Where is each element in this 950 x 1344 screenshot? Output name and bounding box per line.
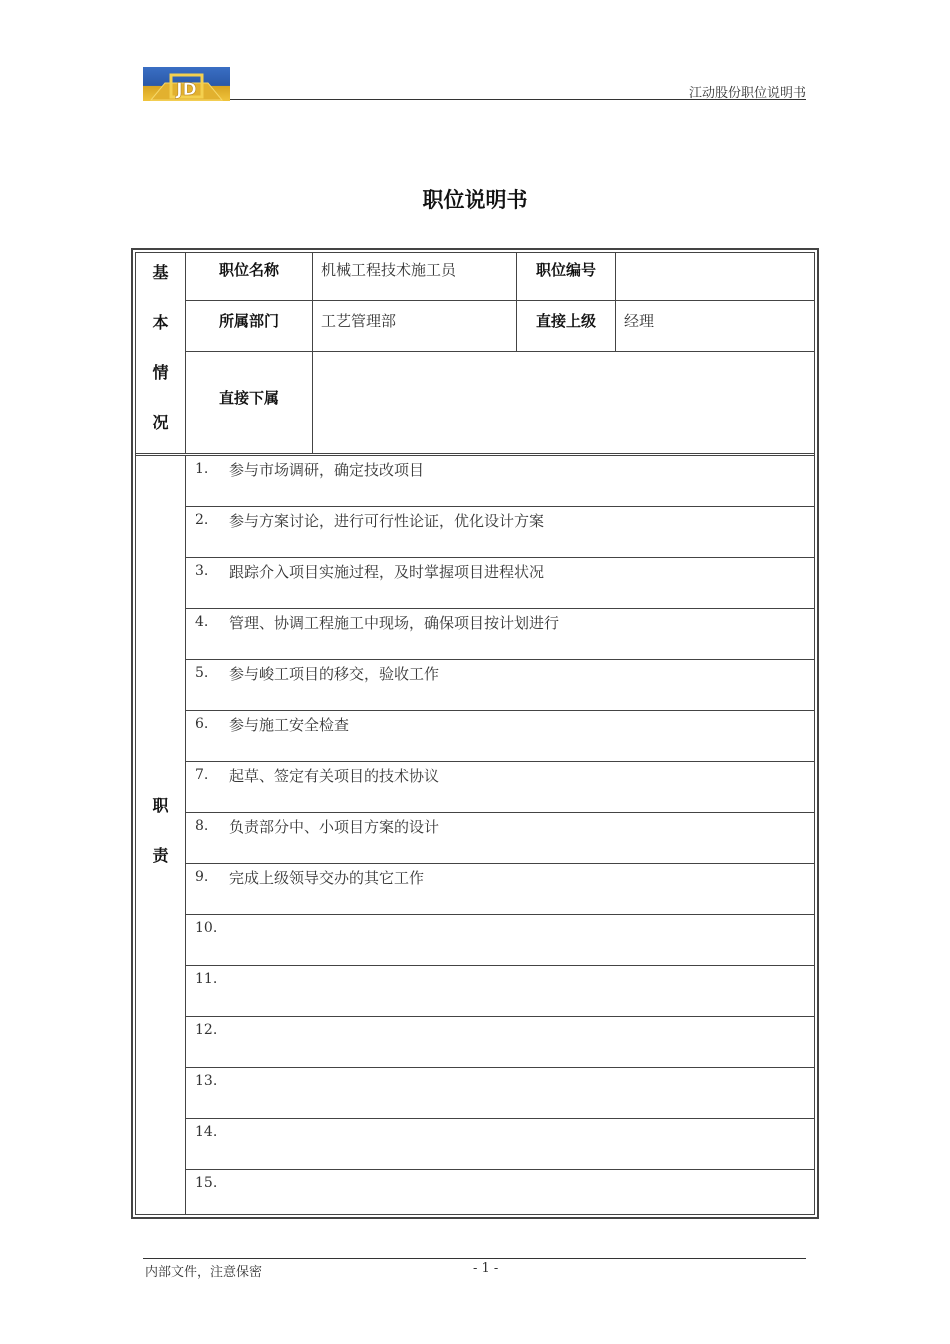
duty-number: 1. xyxy=(195,461,209,477)
duty-number: 9. xyxy=(195,869,209,885)
basic-section-label-2: 本 xyxy=(152,313,169,332)
duty-row xyxy=(186,507,814,558)
duty-text: 参与施工安全检查 xyxy=(229,716,350,734)
duty-text: 参与峻工项目的移交，验收工作 xyxy=(229,665,440,683)
duty-row xyxy=(186,966,814,1017)
position-code-label: 职位编号 xyxy=(516,253,615,301)
header-title: 江动股份职位说明书 xyxy=(688,86,806,101)
duties-section-label-2: 责 xyxy=(152,846,169,865)
job-description-form xyxy=(131,248,819,1219)
duty-number: 5. xyxy=(195,665,209,681)
duty-row xyxy=(186,813,814,864)
duty-number: 3. xyxy=(195,563,209,579)
duty-number: 10. xyxy=(195,920,218,936)
confidential-notice: 内部文件，注意保密 xyxy=(145,1265,263,1280)
duty-row xyxy=(186,762,814,813)
duty-number: 6. xyxy=(195,716,209,732)
duty-row xyxy=(186,864,814,915)
footer-divider xyxy=(143,1258,806,1259)
position-name-label: 职位名称 xyxy=(186,253,312,301)
duty-number: 2. xyxy=(195,512,209,528)
duty-number: 12. xyxy=(195,1022,218,1038)
duty-number: 7. xyxy=(195,767,209,783)
department-label: 所属部门 xyxy=(186,301,312,352)
duty-number: 8. xyxy=(195,818,209,834)
duty-row xyxy=(186,1170,814,1221)
duty-row xyxy=(186,456,814,507)
logo-emblem xyxy=(143,67,230,101)
company-logo xyxy=(143,67,230,101)
position-code-value xyxy=(615,253,815,301)
duty-row xyxy=(186,558,814,609)
duty-number: 14. xyxy=(195,1124,218,1140)
duty-text: 参与市场调研，确定技改项目 xyxy=(229,461,425,479)
duties-section-label-1: 职 xyxy=(152,796,169,815)
duty-row xyxy=(186,1017,814,1068)
duty-text: 起草、签定有关项目的技术协议 xyxy=(229,767,440,785)
responsibilities-section xyxy=(136,455,814,1214)
page-header xyxy=(143,66,806,102)
duty-number: 15. xyxy=(195,1175,218,1191)
basic-info-section xyxy=(136,253,814,454)
page-number: - 1 - xyxy=(473,1261,499,1276)
duty-row xyxy=(186,609,814,660)
basic-section-label-3: 情 xyxy=(152,363,169,382)
duty-number: 13. xyxy=(195,1073,218,1089)
document-title: 职位说明书 xyxy=(422,188,528,212)
duty-text: 跟踪介入项目实施过程，及时掌握项目进程状况 xyxy=(229,563,545,581)
superior-label: 直接上级 xyxy=(516,301,615,352)
duty-row xyxy=(186,660,814,711)
duty-row xyxy=(186,915,814,966)
logo-text: JD xyxy=(176,80,197,100)
duty-text: 参与方案讨论，进行可行性论证，优化设计方案 xyxy=(229,512,545,530)
duty-number: 4. xyxy=(195,614,209,630)
duty-text: 管理、协调工程施工中现场，确保项目按计划进行 xyxy=(229,614,560,632)
duty-row xyxy=(186,1119,814,1170)
page-footer xyxy=(143,1258,806,1282)
subordinate-label: 直接下属 xyxy=(218,389,279,407)
basic-section-label-1: 基 xyxy=(152,263,169,282)
duty-row xyxy=(186,711,814,762)
position-name-value: 机械工程技术施工员 xyxy=(312,253,516,301)
basic-section-label-4: 况 xyxy=(152,413,169,432)
duty-text: 完成上级领导交办的其它工作 xyxy=(229,869,425,887)
duty-text: 负责部分中、小项目方案的设计 xyxy=(229,818,440,836)
subordinate-value xyxy=(312,352,815,453)
duty-number: 11. xyxy=(195,971,218,987)
duty-row xyxy=(186,1068,814,1119)
department-value: 工艺管理部 xyxy=(312,301,516,352)
superior-value: 经理 xyxy=(615,301,815,352)
